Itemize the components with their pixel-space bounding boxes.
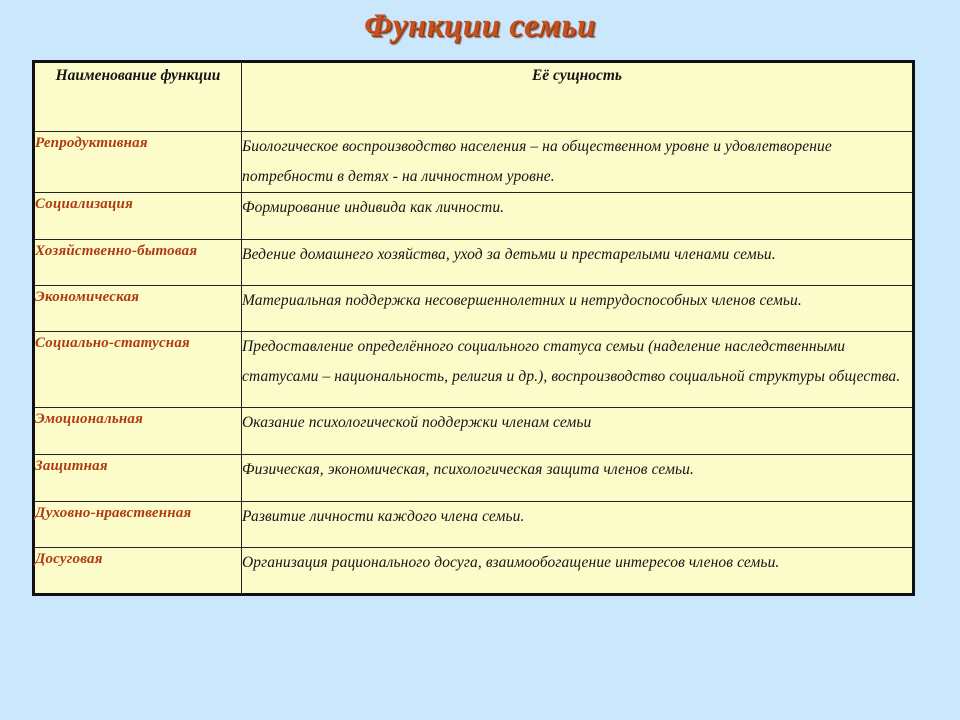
cell-function-essence: Ведение домашнего хозяйства, уход за детьми и престарелыми членами семьи. [242, 240, 914, 286]
cell-function-essence: Формирование индивида как личности. [242, 193, 914, 240]
cell-function-essence: Развитие личности каждого члена семьи. [242, 502, 914, 548]
table-row [34, 332, 914, 408]
cell-function-essence: Физическая, экономическая, психологическая защита членов семьи. [242, 455, 914, 502]
cell-function-name: Досуговая [34, 548, 242, 595]
cell-function-name: Хозяйственно-бытовая [34, 240, 242, 286]
cell-function-name: Защитная [34, 455, 242, 502]
cell-function-essence: Организация рационального досуга, взаимообогащение интересов членов семьи. [242, 548, 914, 595]
table-row [34, 502, 914, 548]
cell-function-name: Эмоциональная [34, 408, 242, 455]
table-row [34, 193, 914, 240]
table-row [34, 286, 914, 332]
table-row [34, 548, 914, 595]
table-row [34, 132, 914, 193]
table-body [34, 132, 914, 595]
cell-function-name: Социализация [34, 193, 242, 240]
table-row [34, 455, 914, 502]
cell-function-name: Экономическая [34, 286, 242, 332]
cell-function-name: Духовно-нравственная [34, 502, 242, 548]
table-header-row [34, 62, 914, 132]
cell-function-essence: Оказание психологической поддержки членам семьи [242, 408, 914, 455]
cell-function-essence: Материальная поддержка несовершеннолетних и нетрудоспособных членов семьи. [242, 286, 914, 332]
table-header [34, 62, 914, 132]
functions-table [32, 60, 915, 596]
column-header-function-name: Наименование функции [34, 62, 242, 132]
cell-function-name: Репродуктивная [34, 132, 242, 193]
table-row [34, 240, 914, 286]
table-row [34, 408, 914, 455]
page-title: Функции семьи [364, 8, 596, 44]
functions-table-container [32, 60, 912, 596]
cell-function-essence: Предоставление определённого социального статуса семьи (наделение наследственными статусами – национальность, религия и др.), воспроизводство социальной структуры общества. [242, 332, 914, 408]
cell-function-essence: Биологическое воспроизводство населения – на общественном уровне и удовлетворение потребности в детях - на личностном уровне. [242, 132, 914, 193]
column-header-essence: Её сущность [242, 62, 914, 132]
cell-function-name: Социально-статусная [34, 332, 242, 408]
